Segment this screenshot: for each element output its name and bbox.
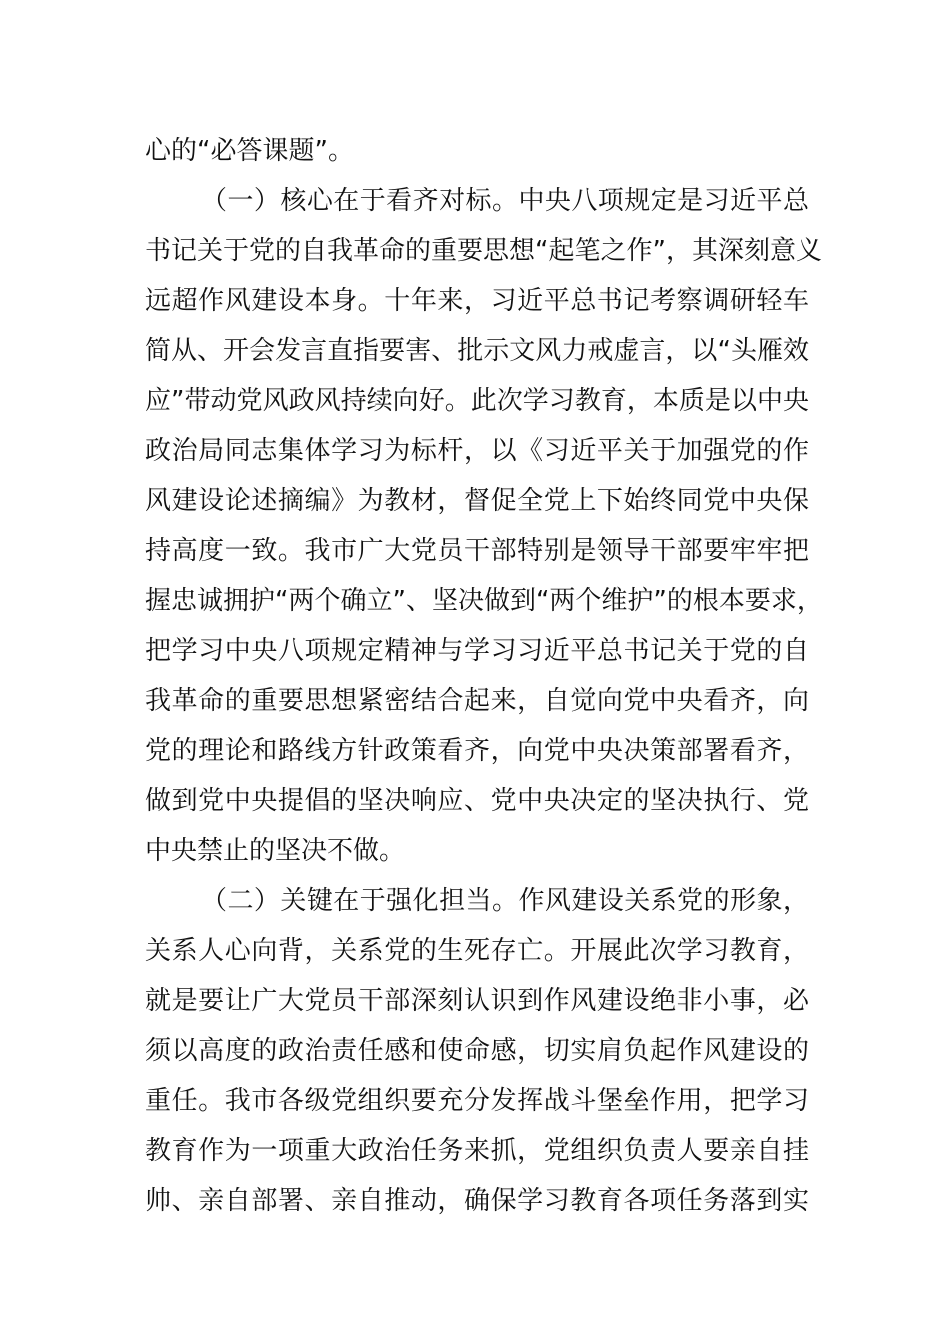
paragraph-line: 做到党中央提倡的坚决响应、党中央决定的坚决执行、党: [145, 786, 809, 816]
paragraph-line: 就是要让广大党员干部深刻认识到作风建设绝非小事，必: [145, 986, 809, 1016]
body-text: [145, 126, 823, 1226]
paragraph-line: 重任。我市各级党组织要充分发挥战斗堡垒作用，把学习: [145, 1086, 809, 1116]
paragraph-line: 心的“必答课题”。: [145, 136, 354, 166]
paragraph-line: 关系人心向背，关系党的生死存亡。开展此次学习教育，: [145, 936, 809, 966]
paragraph-line: 须以高度的政治责任感和使命感，切实肩负起作风建设的: [145, 1036, 809, 1066]
paragraph-line: （一）核心在于看齐对标。中央八项规定是习近平总: [201, 186, 809, 216]
paragraph-line: 政治局同志集体学习为标杆，以《习近平关于加强党的作: [145, 436, 809, 466]
paragraph-line: 教育作为一项重大政治任务来抓，党组织负责人要亲自挂: [145, 1136, 809, 1166]
paragraph-line: 简从、开会发言直指要害、批示文风力戒虚言，以“头雁效: [145, 336, 809, 366]
paragraph-line: 远超作风建设本身。十年来，习近平总书记考察调研轻车: [145, 286, 809, 316]
paragraph-line: 书记关于党的自我革命的重要思想“起笔之作”，其深刻意义: [145, 236, 822, 266]
paragraph-line: 持高度一致。我市广大党员干部特别是领导干部要牢牢把: [145, 536, 809, 566]
paragraph-line: 中央禁止的坚决不做。: [145, 836, 406, 866]
paragraph-line: 党的理论和路线方针政策看齐，向党中央决策部署看齐，: [145, 736, 809, 766]
paragraph-line: 把学习中央八项规定精神与学习习近平总书记关于党的自: [145, 636, 809, 666]
paragraph-line: 握忠诚拥护“两个确立”、坚决做到“两个维护”的根本要求，: [145, 586, 823, 616]
paragraph-line: 我革命的重要思想紧密结合起来，自觉向党中央看齐，向: [145, 686, 809, 716]
paragraph-line: 应”带动党风政风持续向好。此次学习教育，本质是以中央: [145, 386, 809, 416]
paragraph-line: 风建设论述摘编》为教材，督促全党上下始终同党中央保: [145, 486, 809, 516]
paragraph-line: 帅、亲自部署、亲自推动，确保学习教育各项任务落到实: [145, 1186, 809, 1216]
paragraph-line: （二）关键在于强化担当。作风建设关系党的形象，: [201, 886, 809, 916]
